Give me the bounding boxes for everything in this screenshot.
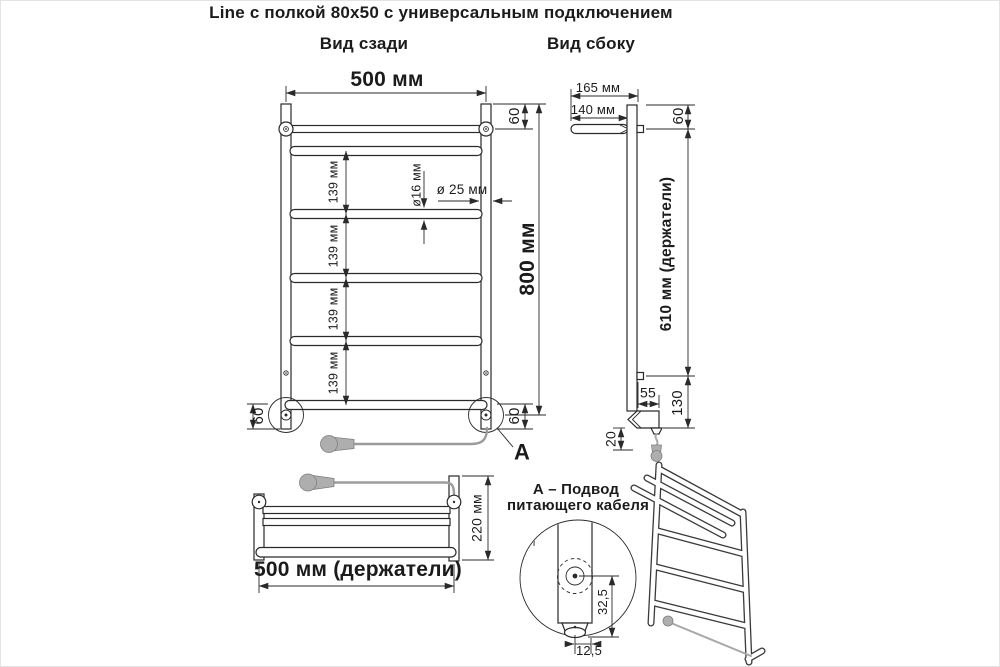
perspective-view bbox=[634, 465, 762, 662]
power-cable-3d bbox=[671, 623, 751, 656]
left-post bbox=[281, 104, 291, 429]
bottom-wall-stub bbox=[637, 373, 644, 380]
power-plug-top bbox=[300, 474, 335, 491]
rear-view bbox=[247, 86, 546, 453]
power-cable-top bbox=[333, 483, 454, 495]
detail-view-a bbox=[520, 513, 636, 654]
dim-rung-gap-1: 139 мм bbox=[326, 160, 341, 204]
dim-rear-top-offset: 60 bbox=[506, 107, 524, 125]
dim-shelf-depth-total: 165 мм bbox=[575, 80, 621, 96]
rear-view-label: Вид сзади bbox=[319, 34, 409, 54]
dim-side-bottom-offset: 130 bbox=[669, 390, 687, 416]
dim-tube-diameter: ø16 мм bbox=[409, 163, 424, 207]
side-view-label: Вид сбоку bbox=[546, 34, 636, 54]
top-wall-stub bbox=[637, 126, 644, 133]
dim-shelf-top-depth: 220 мм bbox=[468, 494, 485, 542]
dim-rear-bottom-offset-left: 60 bbox=[250, 407, 268, 425]
callout-a: А bbox=[513, 439, 531, 465]
dim-rung-gap-2: 139 мм bbox=[326, 224, 341, 268]
drawing-linework bbox=[1, 1, 1000, 667]
right-post bbox=[481, 104, 491, 429]
dim-rear-height: 800 мм bbox=[515, 222, 539, 296]
power-plug-rear bbox=[321, 436, 355, 453]
dim-side-top-offset: 60 bbox=[670, 107, 688, 125]
dim-rear-bottom-offset-right: 60 bbox=[506, 407, 524, 425]
dim-shelf-depth: 140 мм bbox=[570, 102, 616, 118]
detail-post bbox=[558, 513, 592, 623]
power-cable-side bbox=[655, 434, 657, 445]
power-plug-side bbox=[651, 445, 662, 462]
power-cable-rear bbox=[353, 428, 487, 444]
side-post bbox=[627, 105, 637, 411]
dim-gland-drop: 32,5 bbox=[595, 588, 611, 616]
dim-gland-offset: 12,5 bbox=[575, 643, 603, 659]
detail-label-line2: питающего кабеля bbox=[506, 497, 650, 515]
callout-leader bbox=[497, 428, 513, 447]
dim-rung-gap-4: 139 мм bbox=[326, 351, 341, 395]
dim-post-diameter: ø 25 мм bbox=[436, 181, 488, 197]
shelf-bar-rear bbox=[286, 126, 486, 133]
dim-bottom-bracket: 55 bbox=[640, 384, 656, 401]
shelf-arm bbox=[571, 125, 628, 134]
detail-label-line1: А – Подвод bbox=[532, 481, 620, 499]
dim-holders-width: 500 мм (держатели) bbox=[254, 557, 462, 581]
power-plug-3d bbox=[663, 616, 673, 626]
dim-holders-span: 610 мм (держатели) bbox=[657, 176, 675, 332]
dim-rear-width: 500 мм bbox=[350, 67, 424, 91]
drawing-title: Line с полкой 80x50 с универсальным подключением bbox=[209, 3, 673, 23]
dim-rung-gap-3: 139 мм bbox=[326, 287, 341, 331]
dim-cable-offset: 20 bbox=[602, 431, 619, 447]
